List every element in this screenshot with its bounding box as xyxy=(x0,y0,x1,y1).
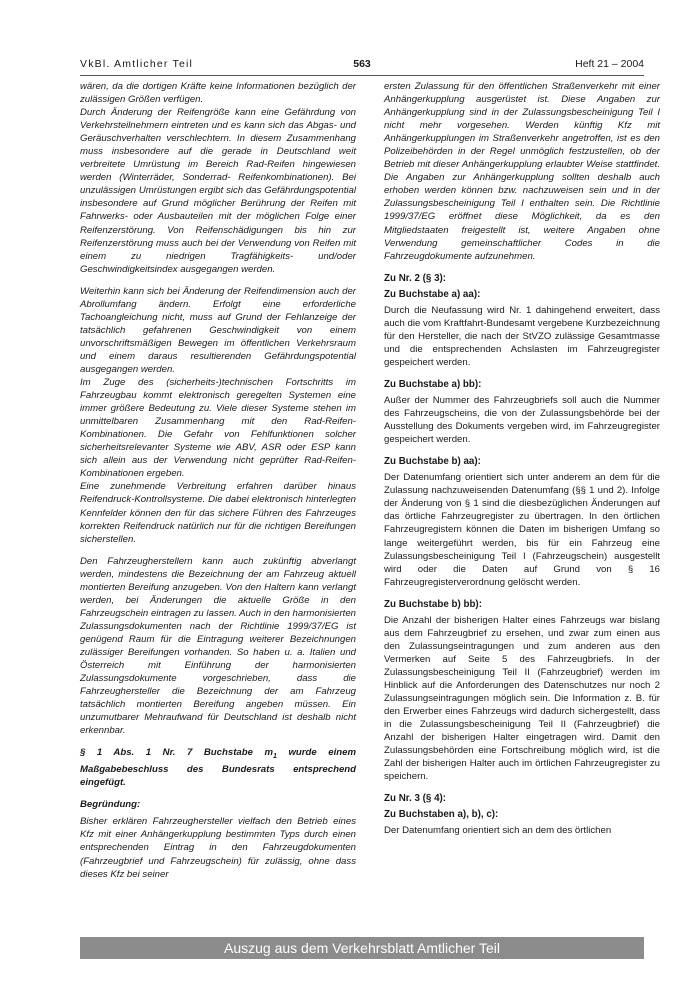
header-divider xyxy=(80,75,644,76)
paragraph: Bisher erklären Fahrzeughersteller vielfach den Betrieb eines Kfz mit einer Anhängerkupplung bestimmten Typs durch einen entsprechenden Eintrag in den Fahrzeugdokumenten (Fahrzeugbrief und Fahrzeugschein) für zulässig, ohne dass dieses Kfz bei seiner xyxy=(80,816,356,880)
subsection-heading: Zu Buchstabe b) bb): xyxy=(384,598,482,610)
subsection-heading: Zu Buchstabe a) aa): xyxy=(384,288,481,300)
journal-title: VkBl. Amtlicher Teil xyxy=(80,58,194,70)
issue-label: Heft 21 – 2004 xyxy=(575,58,644,70)
subsection-heading: Zu Buchstabe a) bb): xyxy=(384,378,482,390)
paragraph: Außer der Nummer des Fahrzeugbriefs soll auch die Nummer des Fahrzeugscheins, die von der Zulassungsbehörde bei der Ausstellung des Dokuments vergeben wird, im Fahrzeugregister gespeichert werden. xyxy=(384,395,660,446)
section-heading xyxy=(80,746,356,789)
paragraph: ersten Zulassung für den öffentlichen Straßenverkehr mit einer Anhängerkupplung ausgerüstet ist. Diese Angaben zur Anhängerkupplung sind in der Zulassungsbescheinigung Teil I nicht mehr vorgesehen. Werden künftig Kfz mit Anhängerkupplungen im Straßenverkehr angetroffen, ist es den Polizeibehörden in der Regel unmöglich festzustellen, ob der Betrieb mit dieser Anhängerkupplung erlaubter Weise stattfindet. Die Angaben zur Anhängerkupplung sollten deshalb auch erhoben werden können bzw. nachzuweisen sein und in der Zulassungsbescheinigung Teil I enthalten sein. Die Richtlinie 1999/37/EG eröffnet diese Möglichkeit, da es den Mitgliedstaaten freigestellt ist, weitere Angaben ohne Verwendung gemeinschaftlicher Codes in die Fahrzeugdokumente aufzunehmen. xyxy=(384,81,660,262)
section-heading: Zu Nr. 2 (§ 3): xyxy=(384,272,447,284)
paragraph: Den Fahrzeugherstellern kann auch zukünftig abverlangt werden, mindestens die Bezeichnung der am Fahrzeug aktuell montierten Bereifung anzugeben. Von den Haltern kann verlangt werden, bei Änderungen die aktuelle Größe in den Fahrzeugschein eintragen zu lassen. Auch in den harmonisierten Zulassungsdokumenten nach der Richtlinie 1999/37/EG ist genügend Raum für die Eintragung weiterer Bezeichnungen zulässiger Bereifungen vorhanden. So haben u. a. Italien und Österreich mit Einführung der harmonisierten Zulassungsdokumente vorgeschrieben, dass die Fahrzeughersteller die Bezeichnung der am Fahrzeug tatsächlich montierten Bereifung angeben müssen. Ein unzumutbarer Mehraufwand für Deutschland ist deshalb nicht erkennbar. xyxy=(80,555,356,737)
paragraph: wären, da die dortigen Kräfte keine Informationen bezüglich der zulässigen Größen verfügen. xyxy=(80,81,356,106)
paragraph: Der Datenumfang orientiert sich unter anderem an dem für die Zulassung nachzuweisenden Datenumfang (§§ 1 und 2). Infolge der Änderung von § 1 sind die diesbezüglichen Änderungen auf das örtliche Fahrzeugregister zu übertragen. In den örtlichen Fahrzeugregistern können die Daten im bisherigen Umfang so lange weitergeführt werden, bis für ein Fahrzeug eine Zulassungsbescheinigung Teil I (Fahrzeugschein) ausgestellt wird oder die Daten auf Grund von § 16 Fahrzeugregisterverordnung gelöscht werden. xyxy=(384,472,660,588)
paragraph: Im Zuge des (sicherheits-)technischen Fortschritts im Fahrzeugbau kommt elektronisch geregelten Systemen eine immer größere Bedeutung zu. Viele dieser Systeme stehen im unmittelbaren Zusammenhang mit den Rad-Reifen-Kombinationen. Die Gefahr von Fehlfunktionen solcher sicherheitsrelevanter Systeme wie ABV, ASR oder ESP kann sich allein aus der Verwendung nicht geprüfter Rad-Reifen-Kombinationen ergeben. xyxy=(80,377,356,480)
paragraph: Der Datenumfang orientiert sich an dem des örtlichen xyxy=(384,825,612,837)
page-header xyxy=(80,58,644,74)
heading-subscript: 1 xyxy=(273,753,277,761)
section-heading: Zu Nr. 3 (§ 4): xyxy=(384,793,447,805)
right-column xyxy=(384,80,660,837)
heading-part: § 1 Abs. 1 Nr. 7 Buchstabe m xyxy=(80,747,274,759)
paragraph: Die Anzahl der bisherigen Halter eines Fahrzeugs war bislang aus dem Fahrzeugbrief zu ersehen, und zwar zum einen aus den Zulassungseintragungen und zum anderen aus den Vermerken auf Seite 5 des Fahrzeugbriefs. In der Zulassungsbescheinigung Teil II (Fahrzeugbrief) werden im Hinblick auf die Anforderungen des Datenschutzes nur noch 2 Zulassungseintragungen möglich sein. Die Information z. B. für den Erwerber eines Fahrzeugs wird dadurch sichergestellt, dass in die Zulassungsbescheinigung Teil II (Fahrzeugbrief) die Anzahl der bisherigen Halter eingetragen wird. Damit den Zulassungsbehörden eine Fortschreibung möglich wird, ist die Zahl der bisherigen Halter auch im örtlichen Fahrzeugregister zu speichern. xyxy=(384,614,660,783)
heading-part: wurde einem Maßgabebeschluss des Bundesrats entsprechend eingefügt. xyxy=(80,747,357,789)
paragraph: Durch die Neufassung wird Nr. 1 dahingehend erweitert, dass auch die vom Kraftfahrt-Bundesamt vergebene Kurzbezeichnung für den Hersteller, die nach der StVZO zulässige Gesamtmasse und die entsprechenden Achslasten im Fahrzeugregister gespeichert werden. xyxy=(384,304,660,368)
paragraph: Durch Änderung der Reifengröße kann eine Gefährdung von Verkehrsteilnehmern eintreten und es kann sich das Abgas- und Geräuschverhalten verschlechtern. In diesem Zusammenhang muss insbesondere auf die gerade in Deutschland weit verbreitete Umrüstung im Bereich Rad-Reifen hingewiesen werden (Winterräder, Sonderrad- Reifenkombinationen). Bei unzulässigen Umrüstungen ergibt sich das Gefährdungspotential insbesondere auf Grund möglicher Berührung der Reifen mit Fahrwerks- oder Ausbauteilen mit der möglichen Folge einer Reifenzerstörung. Von Reifenschädigungen bis hin zur Reifenzerstörung muss auch bei der Verwendung von Reifen mit einem zu niedrigen Tragfähigkeits- und/oder Geschwindigkeitsindex ausgegangen werden. xyxy=(80,107,356,275)
left-column xyxy=(80,80,356,881)
subsection-heading: Zu Buchstabe b) aa): xyxy=(384,456,481,468)
subheading-begruendung: Begründung: xyxy=(80,799,141,811)
subsection-heading: Zu Buchstaben a), b), c): xyxy=(384,809,499,821)
paragraph: Weiterhin kann sich bei Änderung der Reifendimension auch der Abrollumfang ändern. Erfolgt eine erforderliche Tachoangleichung nicht, muss auf Grund der Fehlanzeige der tatsächlich gefahrenen Geschwindigkeit von einem unvorschriftsmäßigen Bewegen im öffentlichen Verkehrsraum und einem daraus resultierenden Gefährdungspotential ausgegangen werden. xyxy=(80,285,356,375)
paragraph: Eine zunehmende Verbreitung erfahren darüber hinaus Reifendruck-Kontrollsysteme. Die dabei elektronisch hinterlegten Kennfelder können den für das sichere Führen des Fahrzeuges korrekten Reifendruck natürlich nur für die richtigen Bereifungen sicherstellen. xyxy=(80,481,356,545)
page-number: 563 xyxy=(353,58,371,70)
footer-banner: Auszug aus dem Verkehrsblatt Amtlicher Teil xyxy=(80,937,644,959)
